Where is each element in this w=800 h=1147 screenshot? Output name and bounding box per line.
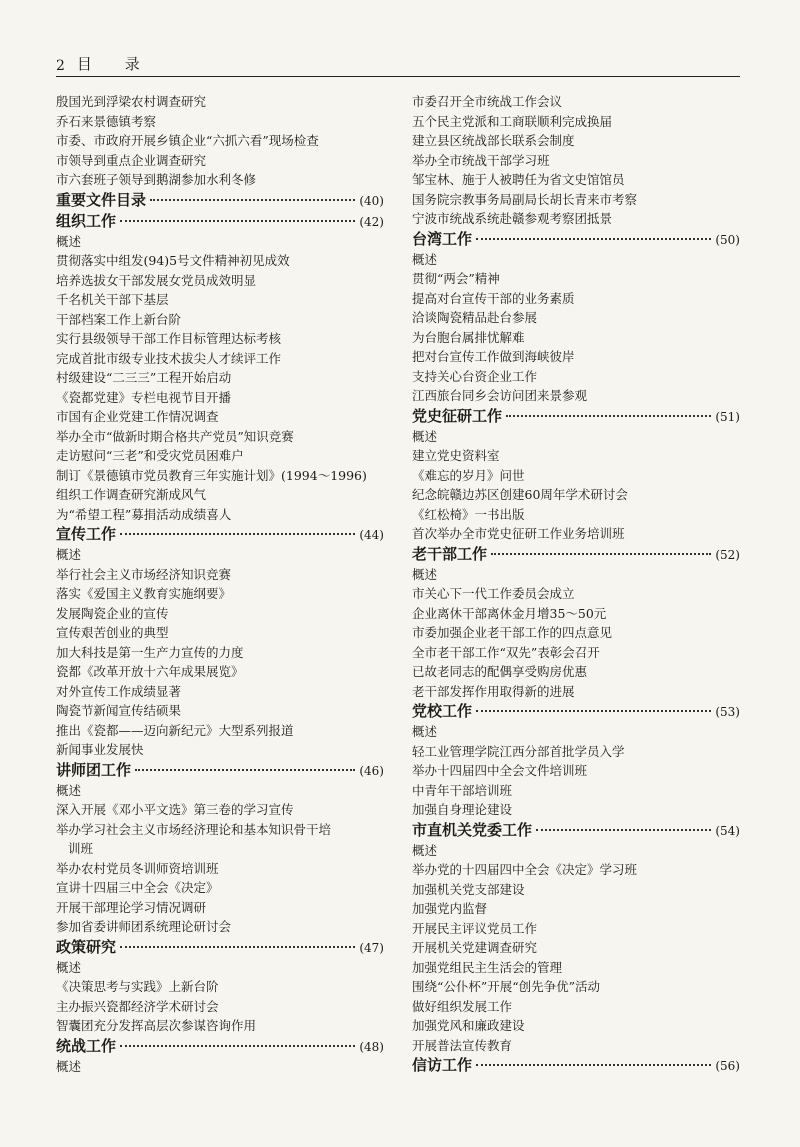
toc-entry[interactable]: 瓷都《改革开放十六年成果展览》 — [56, 664, 244, 679]
dot-leader — [120, 946, 355, 948]
header-rule — [56, 76, 740, 77]
section-page-number: (54) — [715, 823, 740, 838]
section-page-number: (46) — [359, 763, 384, 778]
toc-entry[interactable]: 为台胞台属排忧解难 — [412, 329, 525, 345]
toc-entry[interactable]: 江西旅台同乡会访问团来景参观 — [412, 388, 588, 403]
toc-entry[interactable]: 村级建设“二三三”工程开始启动 — [56, 370, 232, 385]
dot-leader — [536, 829, 711, 831]
section-title: 市直机关党委工作 — [412, 820, 533, 839]
section-title: 老干部工作 — [412, 544, 488, 563]
toc-section-heading[interactable] — [412, 1055, 740, 1076]
toc-entry[interactable]: 企业离休干部离休金月增35～50元 — [412, 605, 607, 621]
toc-entry[interactable]: 加强机关党支部建设 — [412, 881, 525, 897]
toc-entry[interactable] — [56, 820, 384, 859]
toc-entry[interactable]: 干部档案工作上新台阶 — [56, 311, 182, 327]
toc-entry[interactable]: 加强自身理论建设 — [412, 802, 513, 817]
toc-entry[interactable]: 智囊团充分发挥高层次参谋咨询作用 — [56, 1018, 257, 1033]
toc-entry[interactable]: 宁波市统战系统赴赣参观考察团抵景 — [412, 211, 613, 226]
toc-entry[interactable]: 走访慰问“三老”和受灾党员困难户 — [56, 448, 244, 463]
toc-section-heading[interactable] — [412, 406, 740, 427]
section-title: 讲师团工作 — [56, 760, 132, 779]
toc-section-heading[interactable] — [56, 1036, 384, 1057]
toc-entry[interactable]: 支持关心台资企业工作 — [412, 368, 538, 384]
toc-entry[interactable]: 《难忘的岁月》问世 — [412, 467, 525, 483]
toc-entry[interactable]: 贯彻落实中组发(94)5号文件精神初见成效 — [56, 253, 290, 268]
toc-entry[interactable]: 老干部发挥作用取得新的进展 — [412, 683, 575, 699]
toc-entry[interactable]: 五个民主党派和工商联顺利完成换届 — [412, 113, 613, 129]
section-title: 党校工作 — [412, 702, 473, 720]
toc-entry[interactable]: 概述 — [412, 428, 438, 444]
section-page-number: (50) — [715, 232, 740, 247]
dot-leader — [120, 220, 355, 222]
toc-entry[interactable]: 千名机关干部下基层 — [56, 292, 169, 307]
toc-entry[interactable]: 概述 — [56, 959, 82, 975]
toc-entry[interactable]: 建立党史资料室 — [412, 448, 500, 463]
page-header — [56, 50, 740, 74]
toc-left-column — [56, 92, 384, 1076]
toc-entry[interactable]: 宣传艰苦创业的典型 — [56, 625, 169, 640]
page-number: 2 — [56, 58, 65, 74]
toc-entry[interactable]: 已故老同志的配偶享受购房优惠 — [412, 664, 588, 679]
toc-section-heading[interactable] — [56, 524, 384, 545]
toc-entry[interactable]: 市领导到重点企业调查研究 — [56, 152, 207, 168]
toc-entry[interactable]: 建立县区统战部长联系会制度 — [412, 133, 575, 148]
toc-entry[interactable]: 举办全市“做新时期合格共产党员”知识竞赛 — [56, 428, 294, 444]
dot-leader — [476, 238, 711, 240]
toc-entry[interactable]: 洽谈陶瓷精品赴台参展 — [412, 310, 538, 325]
toc-entry[interactable]: 为“希望工程”募捐活动成绩喜人 — [56, 506, 232, 522]
toc-entry[interactable]: 《决策思考与实践》上新台阶 — [56, 979, 219, 994]
page-title: 目 录 — [76, 55, 154, 73]
toc-entry[interactable]: 概述 — [56, 547, 82, 562]
toc-section-heading[interactable] — [412, 701, 740, 722]
toc-entry[interactable]: 乔石来景德镇考察 — [56, 113, 157, 129]
toc-entry[interactable]: 做好组织发展工作 — [412, 998, 513, 1014]
toc-entry[interactable]: 全市老干部工作“双先”表彰会召开 — [412, 644, 600, 660]
toc-section-heading[interactable] — [412, 544, 740, 565]
toc-section-heading[interactable] — [56, 937, 384, 958]
toc-entry[interactable]: 把对台宣传工作做到海峡彼岸 — [412, 349, 575, 364]
toc-entry[interactable]: 市委加强企业老干部工作的四点意见 — [412, 625, 613, 640]
dot-leader — [506, 415, 711, 417]
toc-entry[interactable]: 组织工作调查研究渐成风气 — [56, 487, 207, 502]
section-page-number: (47) — [359, 940, 384, 955]
toc-section-heading[interactable] — [412, 229, 740, 250]
toc-entry[interactable]: 概述 — [56, 782, 82, 798]
toc-entry[interactable]: 制订《景德镇市党员教育三年实施计划》(1994～1996) — [56, 467, 367, 483]
toc-entry[interactable]: 宣讲十四届三中全会《决定》 — [56, 880, 219, 895]
toc-entry[interactable]: 加强党内监督 — [412, 901, 488, 916]
toc-entry[interactable]: 参加省委讲师团系统理论研讨会 — [56, 919, 232, 934]
toc-entry[interactable]: 中青年干部培训班 — [412, 782, 513, 798]
toc-entry[interactable]: 概述 — [412, 842, 438, 858]
toc-entry[interactable]: 概述 — [412, 724, 438, 739]
toc-entry[interactable]: 市六套班子领导到鹅湖参加水利冬修 — [56, 172, 257, 187]
section-page-number: (44) — [359, 528, 384, 542]
toc-entry[interactable]: 推出《瓷都——迈向新纪元》大型系列报道 — [56, 722, 294, 738]
dot-leader — [150, 199, 355, 201]
toc-entry[interactable]: 轻工业管理学院江西分部首批学员入学 — [412, 743, 625, 759]
toc-entry[interactable]: 完成首批市级专业技术拔尖人才续评工作 — [56, 350, 282, 366]
toc-entry[interactable]: 开展干部理论学习情况调研 — [56, 899, 207, 915]
toc-section-heading[interactable] — [56, 190, 384, 211]
toc-entry[interactable]: 落实《爱国主义教育实施纲要》 — [56, 586, 232, 601]
toc-entry[interactable]: 殷国光到浮梁农村调查研究 — [56, 94, 207, 109]
toc-entry[interactable]: 围绕“公仆杯”开展“创先争优”活动 — [412, 979, 601, 994]
toc-right-column — [412, 92, 740, 1076]
section-title: 信访工作 — [412, 1056, 473, 1074]
toc-entry[interactable]: 纪念皖赣边苏区创建60周年学术研讨会 — [412, 487, 628, 502]
toc-entry[interactable]: 培养选拔女干部发展女党员成效明显 — [56, 272, 257, 288]
toc-entry[interactable]: 概述 — [56, 233, 82, 249]
toc-entry[interactable]: 贯彻“两会”精神 — [412, 271, 500, 286]
dot-leader — [135, 769, 355, 771]
section-title: 党史征研工作 — [412, 406, 503, 425]
toc-entry[interactable]: 加强党风和廉政建设 — [412, 1018, 525, 1033]
toc-entry[interactable]: 加大科技是第一生产力宣传的力度 — [56, 644, 244, 660]
dot-leader — [120, 1045, 355, 1047]
toc-entry[interactable]: 《瓷都党建》专栏电视节目开播 — [56, 389, 232, 405]
dot-leader — [491, 553, 711, 555]
toc-section-heading[interactable] — [412, 820, 740, 841]
toc-entry[interactable]: 市关心下一代工作委员会成立 — [412, 586, 575, 601]
toc-entry[interactable]: 主办振兴瓷都经济学术研讨会 — [56, 998, 219, 1014]
toc-entry[interactable]: 开展普法宣传教育 — [412, 1037, 513, 1053]
toc-entry[interactable]: 举办十四届四中全会文件培训班 — [412, 763, 588, 778]
dot-leader — [476, 1064, 711, 1066]
toc-section-heading[interactable] — [56, 760, 384, 781]
dot-leader — [120, 533, 355, 535]
toc-entry[interactable]: 开展民主评议党员工作 — [412, 920, 538, 936]
toc-entry-continuation: 训班 — [68, 841, 94, 856]
section-title: 组织工作 — [56, 211, 117, 230]
toc-entry[interactable]: 发展陶瓷企业的宣传 — [56, 605, 169, 621]
toc-entry[interactable]: 举办农村党员冬训师资培训班 — [56, 860, 219, 876]
toc-entry[interactable]: 市委、市政府开展乡镇企业“六抓六看”现场检查 — [56, 133, 319, 148]
toc-entry[interactable]: 概述 — [412, 566, 438, 582]
section-title: 台湾工作 — [412, 229, 473, 248]
section-page-number: (40) — [359, 193, 384, 208]
toc-entry[interactable]: 新闻事业发展快 — [56, 742, 144, 757]
section-title: 政策研究 — [56, 937, 117, 956]
toc-entry[interactable]: 举行社会主义市场经济知识竞赛 — [56, 566, 232, 582]
section-title: 宣传工作 — [56, 525, 117, 543]
toc-entry[interactable]: 邹宝林、施于人被聘任为省文史馆馆员 — [412, 172, 625, 187]
toc-entry-text: 举办学习社会主义市场经济理论和基本知识骨干培 — [56, 821, 332, 837]
section-page-number: (48) — [359, 1039, 384, 1054]
toc-entry[interactable]: 陶瓷节新闻宣传结硕果 — [56, 703, 182, 718]
dot-leader — [476, 710, 711, 712]
toc-entry[interactable]: 深入开展《邓小平文选》第三卷的学习宣传 — [56, 802, 294, 817]
section-title: 统战工作 — [56, 1036, 117, 1055]
toc-entry[interactable]: 首次举办全市党史征研工作业务培训班 — [412, 526, 625, 541]
toc-entry[interactable]: 概述 — [56, 1058, 82, 1074]
toc-entry[interactable]: 《红松椅》一书出版 — [412, 506, 525, 522]
toc-entry[interactable]: 概述 — [412, 251, 438, 267]
toc-entry[interactable]: 举办全市统战干部学习班 — [412, 152, 550, 168]
toc-entry[interactable]: 市委召开全市统战工作会议 — [412, 94, 563, 109]
section-page-number: (42) — [359, 214, 384, 229]
toc-entry[interactable]: 实行县级领导干部工作目标管理达标考核 — [56, 331, 282, 346]
toc-entry[interactable]: 开展机关党建调查研究 — [412, 940, 538, 955]
toc-section-heading[interactable] — [56, 211, 384, 232]
section-page-number: (56) — [715, 1059, 740, 1073]
toc-entry[interactable]: 对外宣传工作成绩显著 — [56, 683, 182, 699]
toc-entry[interactable]: 加强党组民主生活会的管理 — [412, 959, 563, 975]
section-page-number: (53) — [715, 705, 740, 719]
toc-entry[interactable]: 举办党的十四届四中全会《决定》学习班 — [412, 862, 638, 877]
section-page-number: (52) — [715, 547, 740, 562]
toc-entry[interactable]: 国务院宗教事务局副局长胡长青来市考察 — [412, 191, 638, 207]
section-page-number: (51) — [715, 409, 740, 424]
toc-entry[interactable]: 市国有企业党建工作情况调查 — [56, 409, 219, 424]
section-title: 重要文件目录 — [56, 190, 147, 209]
toc-entry[interactable]: 提高对台宣传干部的业务素质 — [412, 290, 575, 306]
